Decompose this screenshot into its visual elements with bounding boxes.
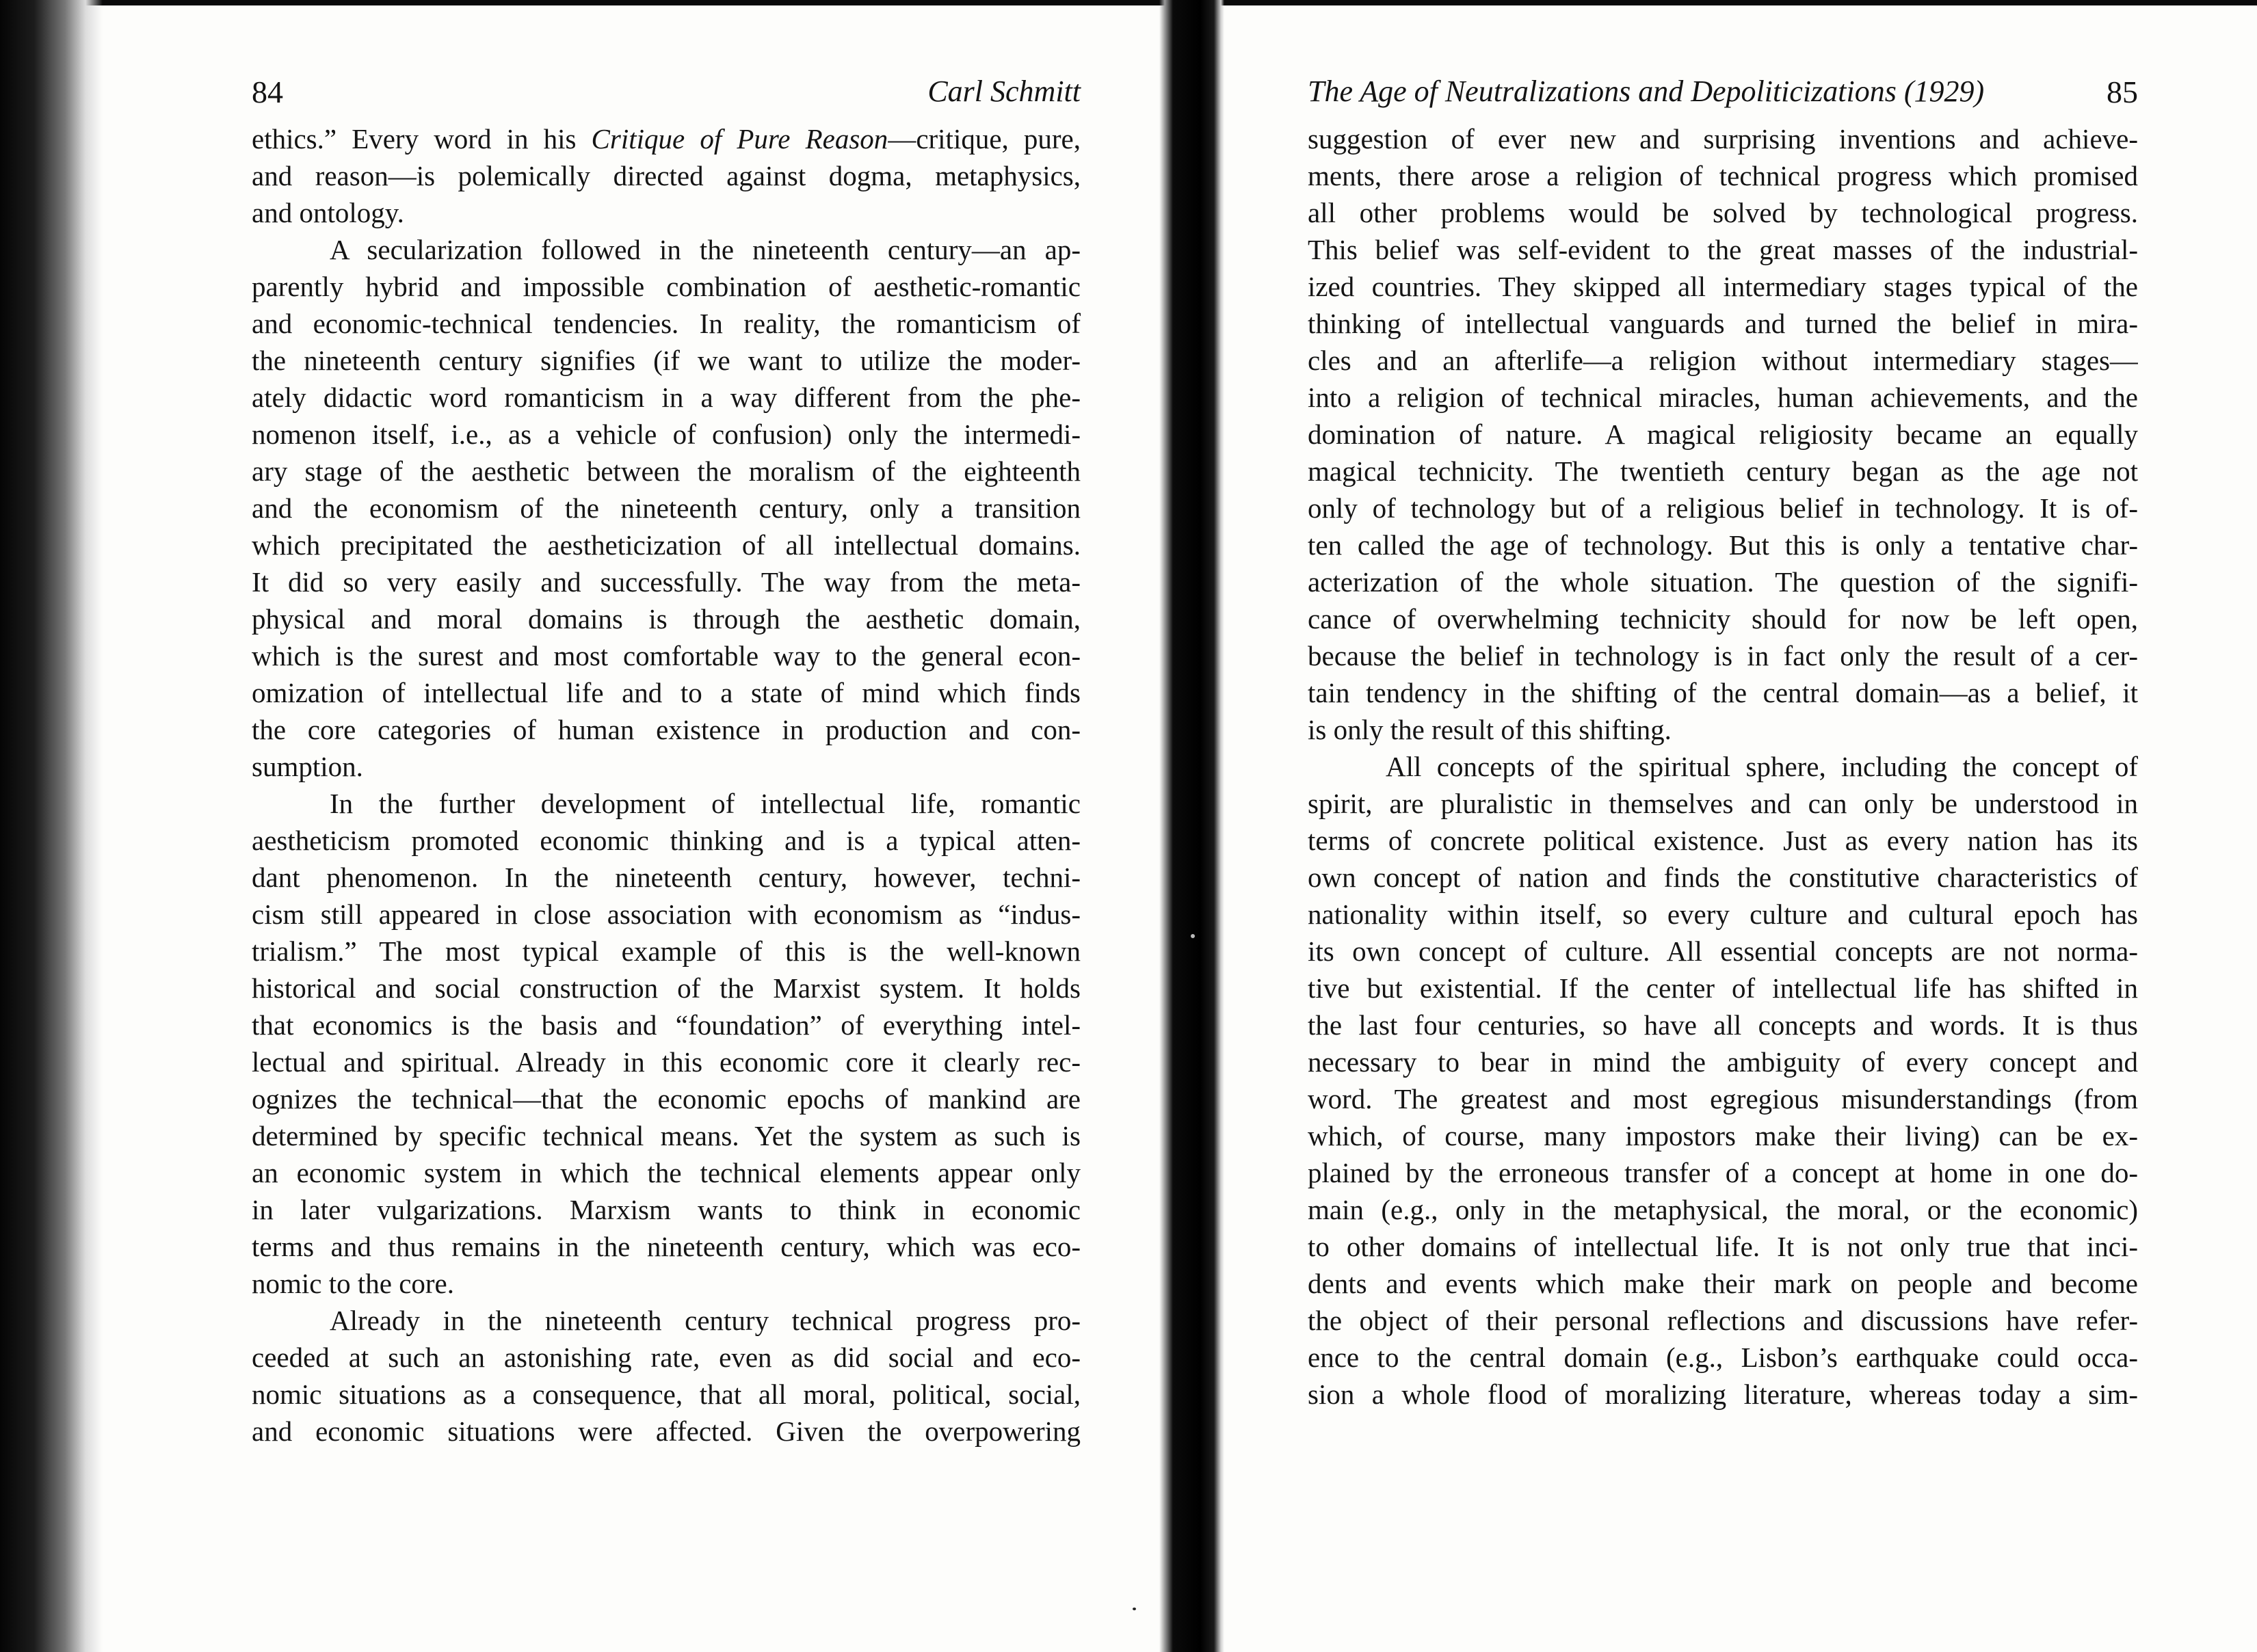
text-line: tive but existential. If the center of intellectual life has shifted in xyxy=(1308,972,2138,1004)
text-line: because the belief in technology is in fact only the result of a cer- xyxy=(1308,640,2138,671)
text-line: thinking of intellectual vanguards and turned the belief in mira- xyxy=(1308,308,2138,339)
text-line: all other problems would be solved by technological progress. xyxy=(1308,197,2138,228)
right-running-head xyxy=(1308,74,2138,115)
text-line: main (e.g., only in the metaphysical, the moral, or the economic) xyxy=(1308,1194,2138,1225)
text-line: cance of overwhelming technicity should for now be left open, xyxy=(1308,603,2138,635)
text-line: plained by the erroneous transfer of a concept at home in one do- xyxy=(1308,1157,2138,1188)
left-running-head xyxy=(252,74,1081,115)
text-line: A secularization followed in the nineteenth century—an ap- xyxy=(330,234,1081,265)
scan-left-edge-shadow xyxy=(0,0,103,1652)
text-line: aestheticism promoted economic thinking and is a typical atten- xyxy=(252,825,1081,856)
text-line: physical and moral domains is through the aesthetic domain, xyxy=(252,603,1081,635)
text-line: which is the surest and most comfortable way to the general econ- xyxy=(252,640,1081,671)
running-head-author: Carl Schmitt xyxy=(927,75,1081,108)
text-line: sion a whole flood of moralizing literature, whereas today a sim- xyxy=(1308,1378,2138,1410)
text-line: In the further development of intellectual life, romantic xyxy=(330,788,1081,819)
text-line: the object of their personal reflections and discussions have refer- xyxy=(1308,1305,2138,1336)
text-line: the last four centuries, so have all concepts and words. It is thus xyxy=(1308,1009,2138,1041)
text-line: which precipitated the aestheticization of all intellectual domains. xyxy=(252,529,1081,561)
text-line: ary stage of the aesthetic between the moralism of the eighteenth xyxy=(252,455,1081,487)
text-line: spirit, are pluralistic in themselves and can only be understood in xyxy=(1308,788,2138,819)
text-line: own concept of nation and finds the constitutive characteristics of xyxy=(1308,862,2138,893)
text-line: ments, there arose a religion of technical progress which promised xyxy=(1308,160,2138,191)
text-line: terms and thus remains in the nineteenth century, which was eco- xyxy=(252,1231,1081,1262)
text-line: trialism.” The most typical example of this is the well-known xyxy=(252,935,1081,967)
text-line: historical and social construction of the Marxist system. It holds xyxy=(252,972,1081,1004)
text-line: and economic-technical tendencies. In reality, the romanticism of xyxy=(252,308,1081,339)
page-number: 84 xyxy=(252,75,283,109)
text-line: magical technicity. The twentieth century began as the age not xyxy=(1308,455,2138,487)
text-line: It did so very easily and successfully. The way from the meta- xyxy=(252,566,1081,598)
text-line: nomenon itself, i.e., as a vehicle of confusion) only the intermedi- xyxy=(252,418,1081,450)
text-line: All concepts of the spiritual sphere, including the concept of xyxy=(1386,751,2138,782)
scan-speck xyxy=(1133,1608,1136,1610)
text-line: and the economism of the nineteenth century, only a transition xyxy=(252,492,1081,524)
text-line: its own concept of culture. All essential concepts are not norma- xyxy=(1308,935,2138,967)
text-line: ethics.” Every word in his Critique of Pure Reason—critique, pure, xyxy=(252,123,1081,155)
text-line: omization of intellectual life and to a state of mind which finds xyxy=(252,677,1081,708)
text-line: This belief was self-evident to the great masses of the industrial- xyxy=(1308,234,2138,265)
text-line: domination of nature. A magical religiosity became an equally xyxy=(1308,418,2138,450)
text-line: lectual and spiritual. Already in this economic core it clearly rec- xyxy=(252,1046,1081,1078)
text-line: cles and an afterlife—a religion without intermediary stages— xyxy=(1308,345,2138,376)
text-line: and economic situations were affected. Given the overpowering xyxy=(252,1415,1081,1447)
text-line: only of technology but of a religious belief in technology. It is of- xyxy=(1308,492,2138,524)
text-line: ceeded at such an astonishing rate, even as did social and eco- xyxy=(252,1342,1081,1373)
left-page xyxy=(252,0,1081,1652)
text-line: Already in the nineteenth century technical progress pro- xyxy=(330,1305,1081,1336)
text-line: in later vulgarizations. Marxism wants to think in economic xyxy=(252,1194,1081,1225)
text-line: the core categories of human existence in production and con- xyxy=(252,714,1081,745)
text-line: into a religion of technical miracles, human achievements, and the xyxy=(1308,382,2138,413)
text-line: the nineteenth century signifies (if we want to utilize the moder- xyxy=(252,345,1081,376)
text-line: acterization of the whole situation. The question of the signifi- xyxy=(1308,566,2138,598)
left-body-text xyxy=(252,120,1081,1450)
text-line: parently hybrid and impossible combination of aesthetic-romantic xyxy=(252,271,1081,302)
text-line: cism still appeared in close association with economism as “indus- xyxy=(252,898,1081,930)
text-line: nomic situations as a consequence, that all moral, political, social, xyxy=(252,1378,1081,1410)
text-line: suggestion of ever new and surprising inventions and achieve- xyxy=(1308,123,2138,155)
text-line: and ontology. xyxy=(252,197,404,228)
text-line: ately didactic word romanticism in a way different from the phe- xyxy=(252,382,1081,413)
book-gutter-shadow xyxy=(1159,0,1224,1652)
text-line: ized countries. They skipped all intermediary stages typical of the xyxy=(1308,271,2138,302)
text-line: an economic system in which the technical elements appear only xyxy=(252,1157,1081,1188)
text-line: terms of concrete political existence. Just as every nation has its xyxy=(1308,825,2138,856)
text-line: dents and events which make their mark on people and become xyxy=(1308,1268,2138,1299)
right-body-text xyxy=(1308,120,2138,1413)
scan-speck xyxy=(1191,934,1195,938)
text-line: is only the result of this shifting. xyxy=(1308,714,1672,745)
text-line: determined by specific technical means. Yet the system as such is xyxy=(252,1120,1081,1151)
text-line: ten called the age of technology. But this is only a tentative char- xyxy=(1308,529,2138,561)
page-number: 85 xyxy=(2107,75,2138,109)
text-line: tain tendency in the shifting of the central domain—as a belief, it xyxy=(1308,677,2138,708)
text-line: which, of course, many impostors make their living) can be ex- xyxy=(1308,1120,2138,1151)
text-line: ognizes the technical—that the economic epochs of mankind are xyxy=(252,1083,1081,1115)
text-line: that economics is the basis and “foundation” of everything intel- xyxy=(252,1009,1081,1041)
text-line: necessary to bear in mind the ambiguity of every concept and xyxy=(1308,1046,2138,1078)
text-line: word. The greatest and most egregious misunderstandings (from xyxy=(1308,1083,2138,1115)
text-line: sumption. xyxy=(252,751,363,782)
text-line: nationality within itself, so every culture and cultural epoch has xyxy=(1308,898,2138,930)
text-line: dant phenomenon. In the nineteenth century, however, techni- xyxy=(252,862,1081,893)
text-line: to other domains of intellectual life. It is not only true that inci- xyxy=(1308,1231,2138,1262)
right-page xyxy=(1308,0,2138,1652)
running-head-chapter-title: The Age of Neutralizations and Depoliticizations (1929) xyxy=(1308,75,1985,108)
text-line: and reason—is polemically directed against dogma, metaphysics, xyxy=(252,160,1081,191)
text-line: ence to the central domain (e.g., Lisbon’s earthquake could occa- xyxy=(1308,1342,2138,1373)
text-line: nomic to the core. xyxy=(252,1268,455,1299)
